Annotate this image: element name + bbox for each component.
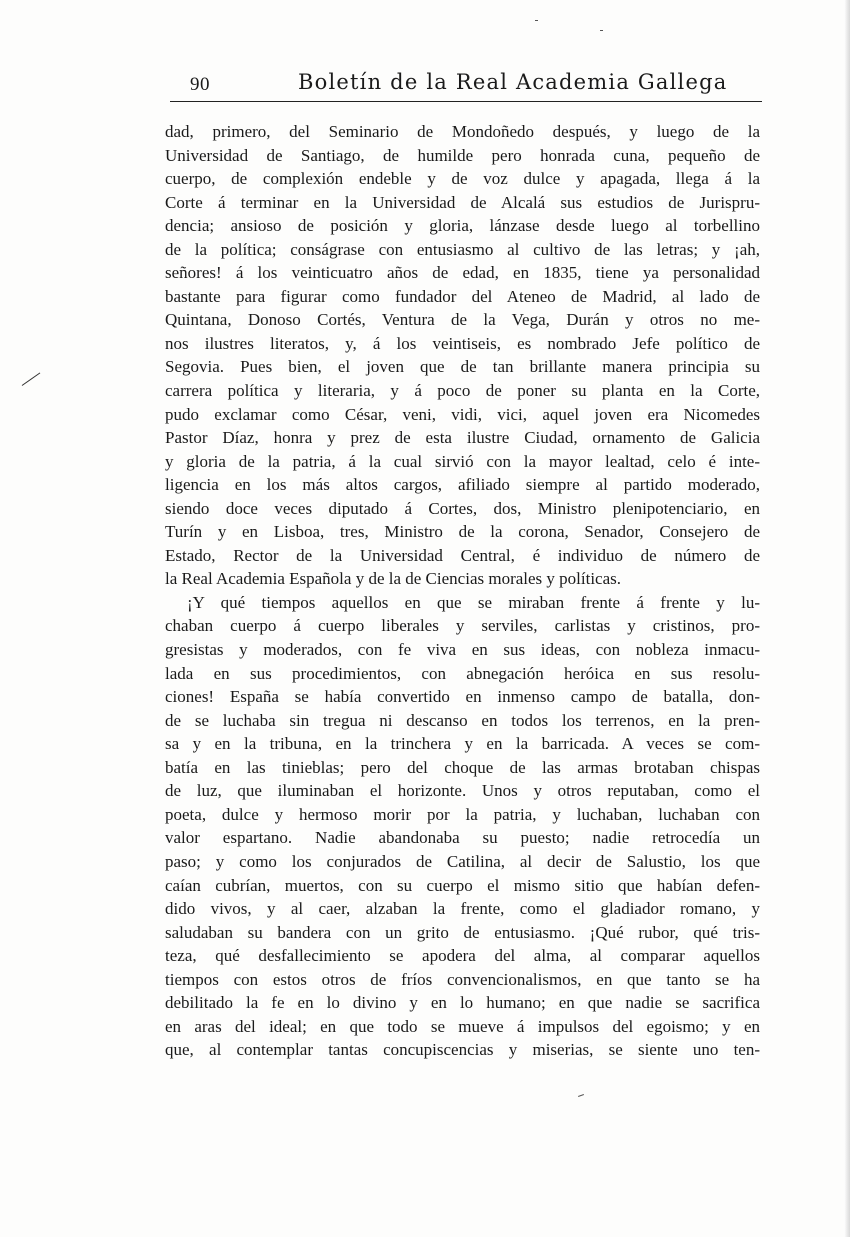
text-line: Universidad de Santiago, de humilde pero honrada cuna, pequeño de [165,145,760,165]
text-line: ligencia en los más altos cargos, afiliado siempre al partido moderado, [165,475,760,495]
text-line: dencia; ansioso de posición y gloria, lánzase desde luego al torbellino [165,216,760,236]
text-line: señores! á los veinticuatro años de edad, en 1835, tiene ya personalidad [165,263,760,283]
running-title: Boletín de la Real Academia Gallega [298,70,728,94]
text-line: dad, primero, del Seminario de Mondoñedo después, y luego de la [165,122,760,141]
scan-speck [535,20,538,21]
text-line: carrera política y literaria, y á poco de poner su planta en la Corte, [165,381,760,401]
text-line: batía en las tinieblas; pero del choque de las armas brotaban chispas [165,757,760,777]
text-line: de se luchaba sin tregua ni descanso en todos los terrenos, en la pren- [165,710,760,730]
text-line: en aras del ideal; en que todo se mueve á impulsos del egoismo; y en [165,1016,760,1036]
text-line: que, al contemplar tantas concupiscencias y miserias, se siente uno ten- [165,1040,760,1060]
text-line: lada en sus procedimientos, con abnegación heróica en sus resolu- [165,663,760,683]
page-number: 90 [190,74,210,95]
text-line: Estado, Rector de la Universidad Central, é individuo de número de [165,545,760,565]
page-edge-shadow [844,0,850,1237]
text-line: debilitado la fe en lo divino y en lo humano; en que nadie se sacrifica [165,993,760,1013]
text-line: pudo exclamar como César, veni, vidi, vici, aquel joven era Nicomedes [165,404,760,424]
text-line: y gloria de la patria, á la cual sirvió con la mayor lealtad, celo é inte- [165,451,760,471]
scan-speck [578,1094,584,1097]
text-line: siendo doce veces diputado á Cortes, dos, Ministro plenipotenciario, en [165,498,760,518]
text-line: gresistas y moderados, con fe viva en sus ideas, con nobleza inmacu- [165,640,760,660]
text-line: ¡Y qué tiempos aquellos en que se miraban frente á frente y lu- [187,592,760,612]
text-line: dido vivos, y al caer, alzaban la frente, como el gladiador romano, y [165,899,760,919]
page-header [170,70,762,100]
text-line: bastante para figurar como fundador del Ateneo de Madrid, al lado de [165,286,760,306]
paragraph-2 [165,591,760,1062]
scan-speck [600,30,603,31]
text-line: saludaban su bandera con un grito de entusiasmo. ¡Qué rubor, qué tris- [165,922,760,942]
text-line: Segovia. Pues bien, el joven que de tan brillante manera principia su [165,357,760,377]
text-line: la Real Academia Española y de la de Ciencias morales y políticas. [165,569,622,589]
text-line: valor espartano. Nadie abandonaba su puesto; nadie retrocedía un [165,828,760,848]
text-line: caían cubrían, muertos, con su cuerpo el mismo sitio que habían defen- [165,875,760,895]
text-line: sa y en la tribuna, en la trinchera y en la barricada. A veces se com- [165,734,760,754]
text-line: teza, qué desfallecimiento se apodera del alma, al comparar aquellos [165,946,760,966]
text-line: de la política; conságrase con entusiasmo al cultivo de las letras; y ¡ah, [165,239,760,259]
text-line: chaban cuerpo á cuerpo liberales y serviles, carlistas y cristinos, pro- [165,616,760,636]
text-line: Turín y en Lisboa, tres, Ministro de la corona, Senador, Consejero de [165,522,760,542]
text-line: tiempos con estos otros de fríos convencionalismos, en que tanto se ha [165,969,760,989]
text-line: Corte á terminar en la Universidad de Alcalá sus estudios de Jurispru- [165,192,760,212]
text-line: Pastor Díaz, honra y prez de esta ilustre Ciudad, ornamento de Galicia [165,428,760,448]
text-line: paso; y como los conjurados de Catilina, al decir de Salustio, los que [165,851,760,871]
text-line: nos ilustres literatos, y, á los veintiseis, es nombrado Jefe político de [165,333,760,353]
paragraph-1 [165,120,760,591]
text-line: cuerpo, de complexión endeble y de voz dulce y apagada, llega á la [165,169,760,189]
text-line: Quintana, Donoso Cortés, Ventura de la Vega, Durán y otros no me- [165,310,760,330]
header-rule [170,101,762,102]
body-text [165,120,760,1062]
margin-pencil-mark [22,372,41,385]
text-line: poeta, dulce y hermoso morir por la patria, y luchaban, luchaban con [165,804,760,824]
text-line: de luz, que iluminaban el horizonte. Unos y otros reputaban, como el [165,781,760,801]
text-line: ciones! España se había convertido en inmenso campo de batalla, don- [165,687,760,707]
